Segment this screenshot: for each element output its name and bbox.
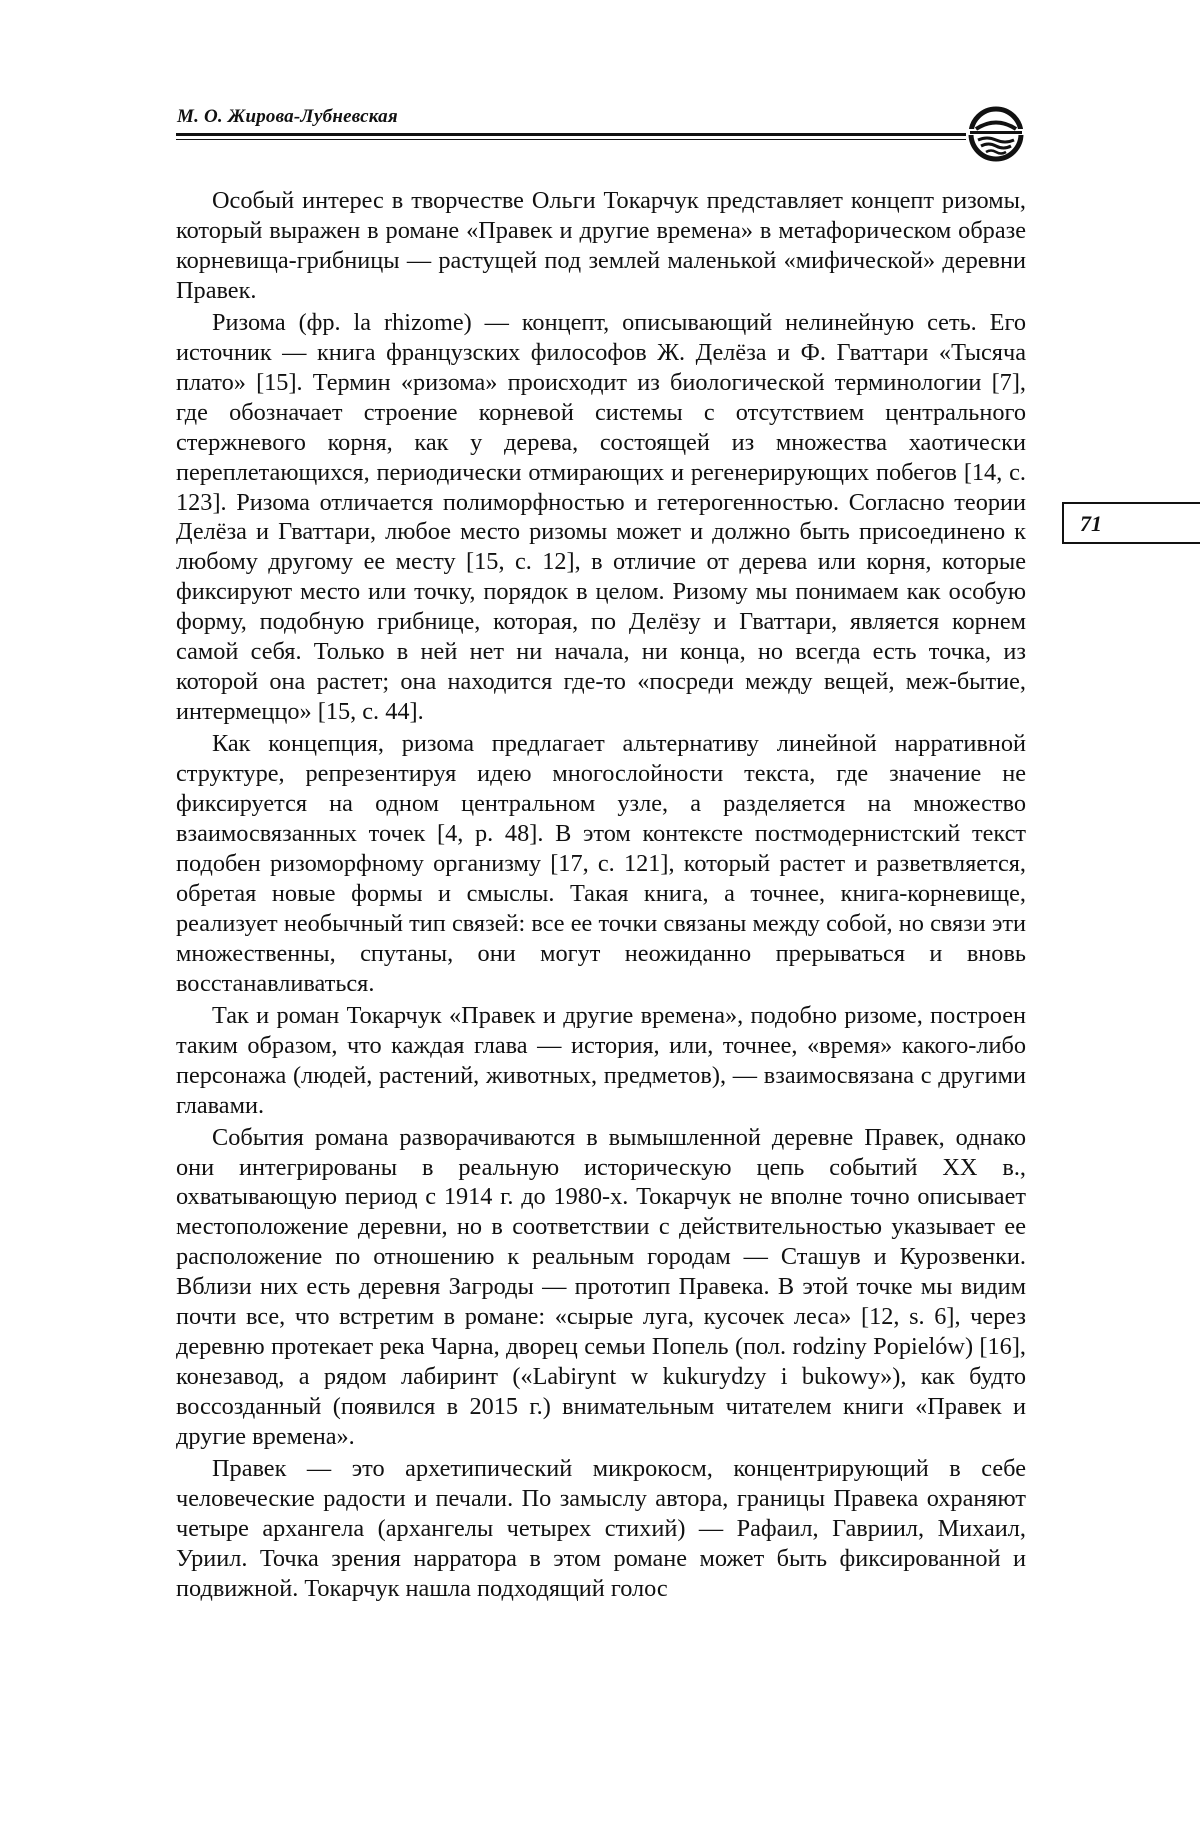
page-number: 71: [1080, 511, 1102, 536]
paragraph: Правек — это архетипический микрокосм, концентрирующий в себе человеческие радости и печали. По замыслу автора, границы Правека охраняют четыре архангела (архангелы четырех стихий) — Рафаил, Гавриил, Михаил, Уриил. Точка зрения нарратора в этом романе может быть фиксированной и подвижной. Токарчук нашла подходящий голос: [176, 1455, 1026, 1602]
page-number-box: [1062, 502, 1200, 544]
paragraph: Как концепция, ризома предлагает альтернативу линейной нарративной структуре, репрезентируя идею многослойности текста, где значение не фиксируется на одном центральном узле, а разделяется на множество взаимосвязанных точек [4, p. 48]. В этом контексте постмодернистский текст подобен ризоморфному организму [17, с. 121], который растет и разветвляется, обретая новые формы и смыслы. Такая книга, а точнее, книга-корневище, реализует необычный тип связей: все ее точки связаны между собой, но связи эти множественны, спутаны, они могут неожиданно прерываться и вновь восстанавливаться.: [176, 730, 1026, 997]
journal-logo-icon: [966, 104, 1026, 164]
paragraph: Особый интерес в творчестве Ольги Токарчук представляет концепт ризомы, который выражен в романе «Правек и другие времена» в метафорическом образе корневища-грибницы — растущей под землей маленькой «мифической» деревни Правек.: [176, 187, 1026, 304]
header-rule-thin: [176, 139, 966, 140]
paragraph: Ризома (фр. la rhizome) — концепт, описывающий нелинейную сеть. Его источник — книга французских философов Ж. Делёза и Ф. Гваттари «Тысяча плато» [15]. Термин «ризома» происходит из биологической терминологии [7], где обозначает строение корневой системы с отсутствием центрального стержневого корня, как у дерева, состоящей из множества хаотически переплетающихся, периодически отмирающих и регенерирующих побегов [14, с. 123]. Ризома отличается полиморфностью и гетерогенностью. Согласно теории Делёза и Гваттари, любое место ризомы может и должно быть присоединено к любому другому ее месту [15, с. 12], в отличие от дерева или корня, которые фиксируют место или точку, порядок в целом. Ризому мы понимаем как особую форму, подобную грибнице, которая, по Делёзу и Гваттари, является корнем самой себя. Только в ней нет ни начала, ни конца, но всегда есть точка, из которой она растет; она находится где-то «посреди между вещей, меж-бытие, интермеццо» [15, с. 44].: [176, 308, 1026, 726]
paragraph: События романа разворачиваются в вымышленной деревне Правек, однако они интегрированы в реальную историческую цепь событий XX в., охватывающую период с 1914 г. до 1980-х. Токарчук не вполне точно описывает местоположение деревни, но в соответствии с действительностью указывает ее расположение по отношению к реальным городам — Сташув и Курозвенки. Вблизи них есть деревня Загроды — прототип Правека. В этой точке мы видим почти все, что встретим в романе: «сырые луга, кусочек леса» [12, s. 6], через деревню протекает река Чарна, дворец семьи Попель (пол. rodziny Popielów) [16], конезавод, а рядом лабиринт («Labirynt w kukurydzy i bukowy»), как будто воссозданный (появился в 2015 г.) внимательным читателем книги «Правек и другие времена».: [176, 1123, 1026, 1451]
header-author: М. О. Жирова-Лубневская: [177, 106, 398, 127]
header-rule: [176, 133, 966, 136]
paragraph: Так и роман Токарчук «Правек и другие времена», подобно ризоме, построен таким образом, что каждая глава — история, или, точнее, «время» какого-либо персонажа (людей, растений, животных, предметов), — взаимосвязана с другими главами.: [176, 1001, 1026, 1119]
article-body: [176, 186, 1026, 1606]
